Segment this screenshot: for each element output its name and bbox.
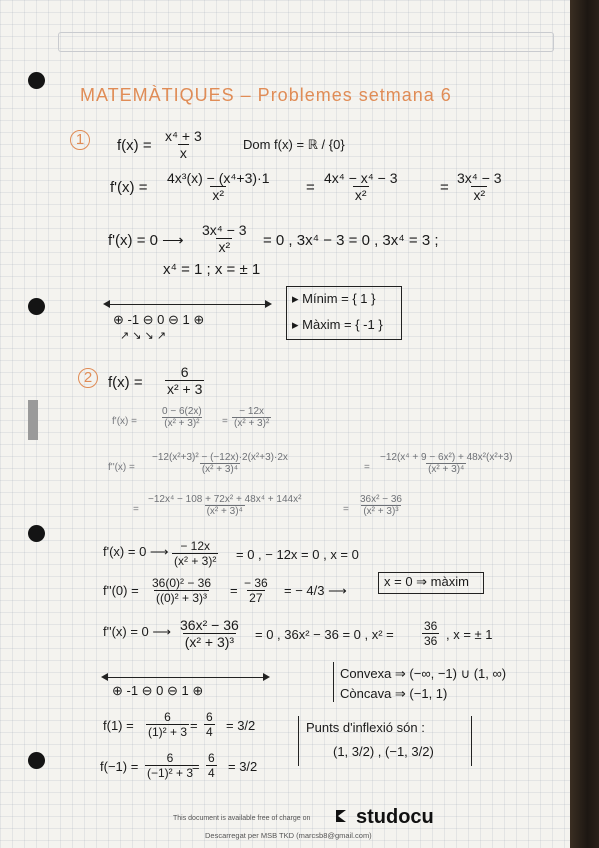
p2-d1-lhs: f'(x) =	[112, 416, 137, 427]
p1-d1a-den: x²	[212, 187, 225, 203]
binder-hole	[28, 72, 45, 89]
p2-d2b-fraction	[378, 452, 514, 475]
problem-number-2: 2	[78, 368, 98, 388]
p2-d1a-num: 0 − 6(2x)	[162, 406, 202, 417]
p2-d1-eq: =	[222, 416, 228, 427]
p1-signs: ⊕ -1 ⊖ 0 ⊖ 1 ⊕	[113, 312, 205, 327]
p1-min: ▸ Mínim = { 1 }	[292, 291, 376, 306]
p2-fz-rhs: = 0 , − 12x = 0 , x = 0	[236, 547, 359, 562]
p2-f1-lhs: f(1) =	[103, 718, 134, 733]
p1-f-num: x⁴ + 3	[165, 128, 202, 144]
p1-d1b-fraction	[322, 170, 400, 203]
p2-fm1-fraction	[145, 751, 195, 780]
p1-eq1: =	[306, 179, 315, 196]
p2-d2d-eq: =	[343, 504, 349, 515]
p1-d1b-den: x²	[354, 187, 367, 203]
p2-fm1-den: (−1)² + 3	[147, 766, 194, 780]
p2-fzz-ratio-num: 36	[424, 619, 438, 633]
p2-f0-eq: =	[230, 583, 238, 598]
p2-f0a-num: 36(0)² − 36	[152, 576, 212, 590]
p1-d1a-fraction	[165, 170, 271, 203]
p1-eq2: =	[440, 179, 449, 196]
p2-fm1b-den: 4	[208, 766, 215, 780]
p2-f-den: x² + 3	[167, 381, 203, 397]
p1-arrows: ↗ ↘ ↘ ↗	[120, 330, 167, 342]
p2-concava: Còncava ⇒ (−1, 1)	[340, 686, 448, 701]
p1-max: ▸ Màxim = { -1 }	[292, 317, 383, 332]
p2-inflexion-title: Punts d'inflexió són :	[306, 720, 425, 735]
p2-d1b-fraction	[232, 406, 271, 429]
p2-fm1b-num: 6	[208, 751, 215, 765]
p2-f1-num: 6	[164, 710, 171, 724]
p2-fzz-rhs: = 0 , 36x² − 36 = 0 , x² =	[255, 627, 394, 642]
p1-d1c-num: 3x⁴ − 3	[457, 170, 502, 186]
p2-fz-fraction	[172, 539, 218, 568]
page-edge-shadow	[570, 0, 599, 848]
binder-hole	[28, 525, 45, 542]
p2-fzz-ratio-den: 36	[424, 634, 438, 648]
p2-fz-den: (x² + 3)²	[174, 554, 217, 568]
p1-d1-lhs: f'(x) =	[110, 179, 148, 196]
p1-f-den: x	[179, 145, 187, 161]
p2-d2a-den: (x² + 3)⁴	[201, 464, 239, 475]
p2-max: x = 0 ⇒ màxim	[384, 574, 469, 589]
p2-d2d-num: 36x² − 36	[360, 494, 402, 505]
side-tag	[28, 400, 38, 440]
p2-f0a-fraction	[150, 576, 213, 605]
binder-hole	[28, 298, 45, 315]
p1-f-lhs: f(x) =	[117, 137, 152, 154]
p2-f0b-den: 27	[249, 591, 263, 605]
p2-d2c-fraction	[146, 494, 303, 517]
p1-zero-lhs: f'(x) = 0 ⟶	[108, 232, 184, 249]
p1-d1c-den: x²	[473, 187, 486, 203]
p2-signs: ⊕ -1 ⊖ 0 ⊖ 1 ⊕	[112, 683, 204, 698]
p2-d2b-den: (x² + 3)⁴	[428, 464, 465, 475]
p2-f1-eq: =	[190, 718, 198, 733]
p1-f-fraction	[163, 128, 204, 161]
p2-f0-rhs: = − 4/3 ⟶	[284, 583, 347, 598]
p2-d2c-eq: =	[133, 504, 139, 515]
p2-fm1-rhs: = 3/2	[228, 759, 258, 774]
p2-f-lhs: f(x) =	[108, 374, 143, 391]
p2-f-num: 6	[180, 364, 189, 380]
p2-d1b-num: − 12x	[239, 406, 265, 417]
p2-f0a-den: ((0)² + 3)³	[156, 591, 208, 605]
p1-zero-fraction	[200, 222, 249, 255]
p2-d2d-fraction	[358, 494, 404, 517]
p1-solution: x⁴ = 1 ; x = ± 1	[163, 261, 261, 278]
p2-d2-eq: =	[364, 462, 370, 473]
p2-fm1b-fraction	[206, 751, 217, 780]
p1-domain: Dom f(x) = ℝ / {0}	[243, 137, 345, 152]
p2-f0-lhs: f''(0) =	[103, 583, 139, 598]
p2-f1-rhs: = 3/2	[226, 718, 256, 733]
p2-d2a-fraction	[150, 452, 290, 475]
p2-d1a-den: (x² + 3)²	[164, 418, 200, 429]
p1-d1a-num: 4x³(x) − (x⁴+3)·1	[167, 170, 270, 186]
p2-fz-lhs: f'(x) = 0 ⟶	[103, 544, 169, 559]
p2-f0b-num: − 36	[244, 576, 268, 590]
p2-d2c-num: −12x⁴ − 108 + 72x² + 48x⁴ + 144x²	[148, 494, 302, 505]
p2-f1-den: (1)² + 3	[148, 725, 188, 739]
p2-d2-lhs: f''(x) =	[108, 462, 135, 473]
p2-f1-fraction	[146, 710, 189, 739]
binder-hole	[28, 752, 45, 769]
p1-d1c-fraction	[455, 170, 504, 203]
p1-zero-rhs: = 0 , 3x⁴ − 3 = 0 , 3x⁴ = 3 ;	[263, 232, 439, 249]
p2-f-fraction	[165, 364, 204, 397]
p2-f1b-num: 6	[206, 710, 213, 724]
p2-d2b-num: −12(x⁴ + 9 − 6x²) + 48x²(x²+3)	[380, 452, 513, 463]
footer-download-note: Descarregat per MSB TKD (marcsb8@gmail.com)	[205, 831, 372, 840]
p2-fzz-lhs: f''(x) = 0 ⟶	[103, 624, 172, 639]
problem-number-1: 1	[70, 130, 90, 150]
p2-fzz-num: 36x² − 36	[180, 617, 239, 633]
p2-f0b-fraction	[242, 576, 270, 605]
footer-availability-note: This document is available free of charge on	[173, 815, 311, 822]
p2-convexa: Convexa ⇒ (−∞, −1) ∪ (1, ∞)	[340, 666, 507, 681]
header-box	[58, 32, 554, 52]
p2-fm1-eq: =	[192, 759, 200, 774]
p2-fm1-lhs: f(−1) =	[100, 759, 139, 774]
p2-fzz-ratio	[422, 619, 439, 648]
p2-fzz-den: (x² + 3)³	[184, 634, 235, 650]
p2-fzz-fraction	[178, 617, 241, 650]
p1-zero-den: x²	[218, 239, 231, 255]
p2-fz-num: − 12x	[180, 539, 211, 553]
p2-fzz-end: , x = ± 1	[446, 627, 493, 642]
p2-f1b-den: 4	[206, 725, 213, 739]
p2-f1b-fraction	[204, 710, 215, 739]
p1-number-line	[105, 304, 270, 305]
p2-d2c-den: (x² + 3)⁴	[206, 506, 243, 517]
page-title: MATEMÀTIQUES – Problemes setmana 6	[80, 85, 452, 105]
p2-d2d-den: (x² + 3)³	[363, 506, 399, 517]
p2-fm1-num: 6	[166, 751, 174, 765]
p2-d1a-fraction	[160, 406, 204, 429]
p2-d2a-num: −12(x²+3)² − (−12x)·2(x²+3)·2x	[152, 452, 288, 463]
p1-zero-num: 3x⁴ − 3	[202, 222, 247, 238]
p1-d1b-num: 4x⁴ − x⁴ − 3	[324, 170, 398, 186]
studocu-brand[interactable]: studocu	[356, 806, 434, 828]
p2-number-line	[103, 677, 268, 678]
studocu-logo-icon	[332, 806, 352, 826]
p2-inflexion-points: (1, 3/2) , (−1, 3/2)	[333, 744, 434, 759]
p2-d1b-den: (x² + 3)²	[234, 418, 270, 429]
